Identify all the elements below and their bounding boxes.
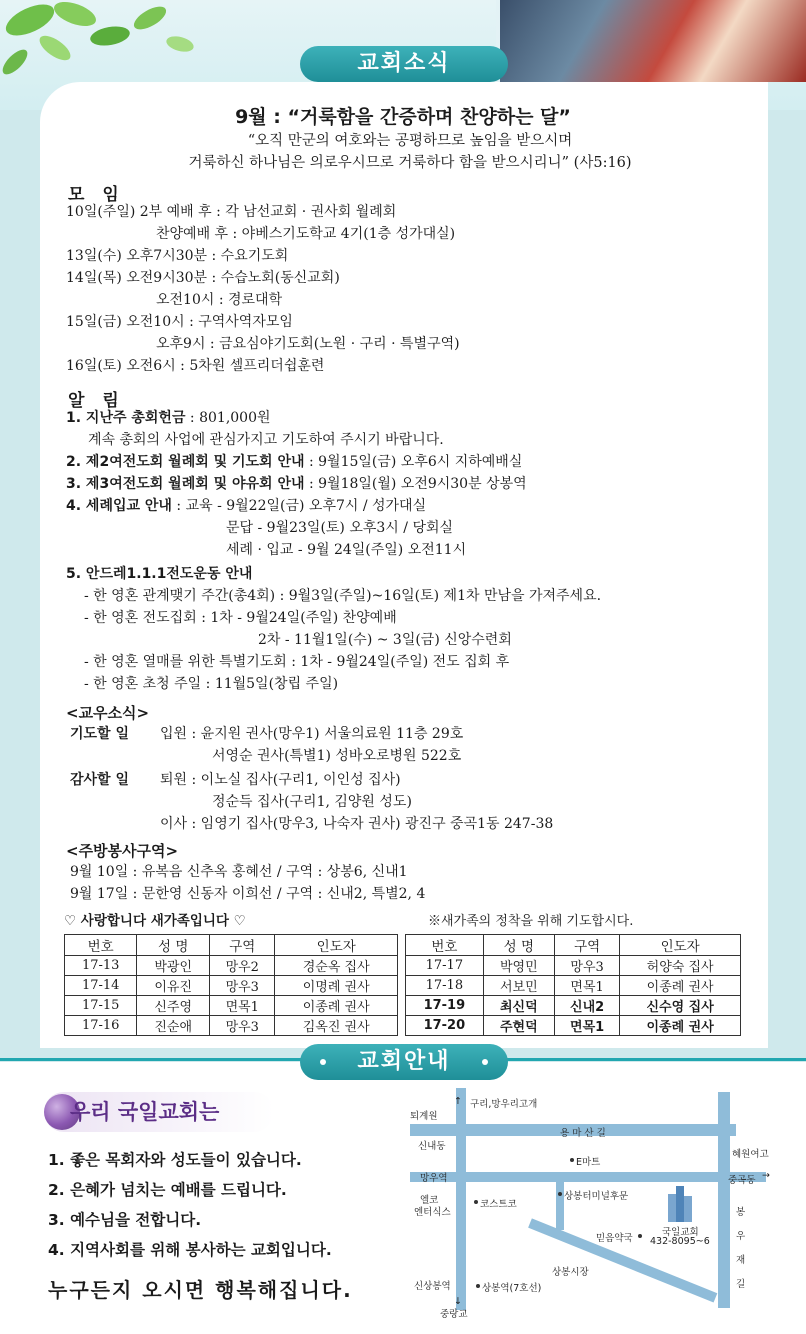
- meeting-line: 오후9시 : 금요심야기도회(노원 · 구리 · 특별구역): [156, 336, 460, 352]
- table-row: [65, 1016, 398, 1036]
- cell: 17-14: [65, 976, 137, 996]
- new-family-table-left: [64, 934, 398, 1036]
- cell: 이명례 권사: [275, 976, 398, 996]
- table-row: [406, 996, 741, 1016]
- map-label: 재: [736, 1255, 746, 1266]
- map-label: 구리,망우리고개: [470, 1099, 538, 1110]
- notice-3: [66, 474, 527, 494]
- map-label: 우: [736, 1231, 746, 1242]
- cell: 경순옥 집사: [275, 956, 398, 976]
- cell: 박영민: [483, 956, 554, 976]
- notice-3-value: : 9월18일(월) 오전9시30분 상봉역: [304, 476, 527, 492]
- members-heading: <교우소식>: [66, 704, 150, 722]
- map-arrow-up-icon: ↑: [454, 1096, 462, 1107]
- map-label: 길: [736, 1279, 746, 1290]
- meeting-line: 찬양예배 후 : 야베스기도학교 4기(1층 성가대실): [156, 226, 456, 242]
- map-church-name: 국일교회: [662, 1227, 699, 1238]
- meeting-line: 10일(주일) 2부 예배 후 : 각 남선교회 · 권사회 월례회: [66, 204, 397, 220]
- thanks-label: [70, 770, 129, 790]
- map-label: 상봉터미널후문: [564, 1191, 629, 1202]
- church-feature: 2. 은혜가 넘치는 예배를 드립니다.: [48, 1181, 287, 1199]
- map-marker-icon: [570, 1158, 574, 1162]
- map-label: 믿음약국: [596, 1233, 633, 1244]
- verse-line-2: 거룩하신 하나님은 의로우시므로 거룩하다 함을 받으시리니” (사5:16): [188, 155, 632, 171]
- cell: 이종례 권사: [620, 1016, 741, 1036]
- map-label: 혜원여고: [732, 1149, 769, 1160]
- meeting-line: 오전10시 : 경로대학: [156, 292, 283, 308]
- scripture-verse: [90, 130, 730, 174]
- cell: 17-16: [65, 1016, 137, 1036]
- church-intro-heading: [44, 1092, 274, 1132]
- notice-4-line-2: 문답 - 9월23일(토) 오후3시 / 당회실: [226, 520, 454, 536]
- table-row: [406, 976, 741, 996]
- map-label: 엘코: [420, 1195, 439, 1206]
- table-row: [65, 996, 398, 1016]
- table-row: [406, 956, 741, 976]
- new-family-note: ※새가족의 정착을 위해 기도합시다.: [428, 914, 634, 929]
- pray-label: [70, 724, 129, 744]
- notice-1-value: : 801,000원: [185, 410, 271, 426]
- map-label: 신상봉역: [414, 1281, 451, 1292]
- cell: 허양숙 집사: [620, 956, 741, 976]
- notice-1-label: 1. 지난주 총회헌금: [66, 410, 186, 426]
- map-label: 신내동: [418, 1141, 446, 1152]
- notice-5-line: - 한 영혼 전도집회 : 1차 - 9월24일(주일) 찬양예배: [84, 610, 397, 626]
- map-label: 봉: [736, 1207, 746, 1218]
- table-header-row: [65, 935, 398, 956]
- map-label: 상봉역(7호선): [482, 1283, 542, 1294]
- notice-5-line: - 한 영혼 열매를 위한 특별기도회 : 1차 - 9월24일(주일) 전도 집회 후: [84, 654, 510, 670]
- notice-5-line: 2차 - 11월1일(수) ~ 3일(금) 신앙수련회: [258, 632, 512, 648]
- map-label: 엔터식스: [414, 1207, 451, 1218]
- cell: 서보민: [483, 976, 554, 996]
- choir-photo: [500, 0, 806, 82]
- church-building-icon: [664, 1184, 696, 1224]
- cell: 망우3: [554, 956, 619, 976]
- map-marker-icon: [476, 1284, 480, 1288]
- col-guide: 인도자: [620, 935, 741, 956]
- cell: 진순애: [137, 1016, 210, 1036]
- notices-heading: 알 림: [68, 391, 125, 411]
- notice-5-label-text: 5. 안드레1.1.1전도운동 안내: [66, 566, 253, 582]
- notice-2-value: : 9월15일(금) 오후6시 지하예배실: [304, 454, 523, 470]
- map-church-phone: 432-8095~6: [650, 1236, 710, 1247]
- leaves-decoration: [0, 0, 230, 80]
- notice-4: [66, 496, 426, 516]
- cell: 망우3: [210, 1016, 275, 1036]
- notice-2-label: 2. 제2여전도회 월례회 및 기도회 안내: [66, 454, 305, 470]
- kitchen-heading: <주방봉사구역>: [66, 842, 179, 860]
- notice-2: [66, 452, 522, 472]
- col-number: 번호: [406, 935, 484, 956]
- col-district: 구역: [210, 935, 275, 956]
- church-location-map: [410, 1088, 790, 1320]
- church-feature: 3. 예수님을 전합니다.: [48, 1211, 202, 1229]
- cell: 신수영 집사: [620, 996, 741, 1016]
- table-row: [65, 956, 398, 976]
- month-theme-title: 9월 : “거룩함을 간증하며 찬양하는 달”: [235, 106, 571, 128]
- meeting-line: 15일(금) 오전10시 : 구역사역자모임: [66, 314, 293, 330]
- cell: 신내2: [554, 996, 619, 1016]
- thanks-line-1: 퇴원 : 이노실 집사(구리1, 이인성 집사): [160, 772, 401, 788]
- church-feature: 4. 지역사회를 위해 봉사하는 교회입니다.: [48, 1241, 332, 1259]
- cell: 이유진: [137, 976, 210, 996]
- new-family-heading: ♡ 사랑합니다 새가족입니다 ♡: [64, 913, 246, 929]
- meeting-line: 16일(토) 오전6시 : 5차원 셀프리더쉽훈련: [66, 358, 325, 374]
- pray-line-1: 입원 : 윤지원 권사(망우1) 서울의료원 11층 29호: [160, 726, 464, 742]
- thanks-line-2: 정순득 집사(구리1, 김양원 성도): [212, 794, 412, 810]
- cell: 박광인: [137, 956, 210, 976]
- church-feature: 1. 좋은 목회자와 성도들이 있습니다.: [48, 1151, 302, 1169]
- thanks-label-text: 감사할 일: [70, 772, 129, 788]
- notice-5-line: - 한 영혼 관계맺기 주간(총4회) : 9월3일(주일)~16일(토) 제1차 만남을 가져주세요.: [84, 588, 602, 604]
- table-row: [406, 1016, 741, 1036]
- map-label: 코스트코: [480, 1199, 517, 1210]
- cell: 17-19: [406, 996, 484, 1016]
- cell: 면목1: [210, 996, 275, 1016]
- map-label: 중곡동: [728, 1175, 756, 1186]
- new-family-table-right: [405, 934, 741, 1036]
- meetings-heading: 모 임: [68, 185, 125, 205]
- cell: 망우3: [210, 976, 275, 996]
- cell: 신주영: [137, 996, 210, 1016]
- col-name: 성 명: [137, 935, 210, 956]
- church-slogan: 누구든지 오시면 행복해집니다.: [48, 1278, 353, 1302]
- notice-1-detail: 계속 총회의 사업에 관심가지고 기도하여 주시기 바랍니다.: [88, 432, 444, 448]
- map-road-connector: [556, 1182, 564, 1230]
- notice-4-line-3: 세례 · 입교 - 9월 24일(주일) 오전11시: [226, 542, 467, 558]
- cell: 면목1: [554, 976, 619, 996]
- map-arrow-down-icon: ↓: [454, 1296, 462, 1307]
- map-label: E마트: [576, 1157, 601, 1168]
- map-marker-icon: [638, 1234, 642, 1238]
- church-intro-heading-text: 우리 국일교회는: [70, 1100, 220, 1124]
- cell: 17-17: [406, 956, 484, 976]
- notice-4-value: : 교육 - 9월22일(금) 오후7시 / 성가대실: [171, 498, 427, 514]
- map-road-middle: [410, 1172, 766, 1182]
- map-marker-icon: [558, 1192, 562, 1196]
- col-guide: 인도자: [275, 935, 398, 956]
- cell: 이종례 권사: [620, 976, 741, 996]
- cell: 김옥진 권사: [275, 1016, 398, 1036]
- cell: 망우2: [210, 956, 275, 976]
- col-name: 성 명: [483, 935, 554, 956]
- map-label: 중랑교: [440, 1309, 468, 1320]
- col-district: 구역: [554, 935, 619, 956]
- cell: 면목1: [554, 1016, 619, 1036]
- cell: 이종례 권사: [275, 996, 398, 1016]
- map-label: 상봉시장: [552, 1267, 589, 1278]
- cell: 17-15: [65, 996, 137, 1016]
- cell: 17-20: [406, 1016, 484, 1036]
- map-arrow-right-icon: →: [762, 1170, 770, 1181]
- pray-line-2: 서영순 권사(특별1) 성바오로병원 522호: [212, 748, 462, 764]
- map-road-left: [456, 1088, 466, 1310]
- cell: 17-18: [406, 976, 484, 996]
- cell: 주현덕: [483, 1016, 554, 1036]
- meeting-line: 13일(수) 오후7시30분 : 수요기도회: [66, 248, 289, 264]
- notice-5-line: - 한 영혼 초청 주일 : 11월5일(창립 주일): [84, 676, 339, 692]
- notice-1: [66, 408, 271, 428]
- notice-3-label: 3. 제3여전도회 월례회 및 야유회 안내: [66, 476, 305, 492]
- church-news-title: 교회소식: [300, 46, 508, 82]
- map-label: 용 마 산 길: [560, 1128, 606, 1139]
- map-label: 퇴계원: [410, 1111, 438, 1122]
- cell: 최신덕: [483, 996, 554, 1016]
- cell: 17-13: [65, 956, 137, 976]
- thanks-line-3: 이사 : 임영기 집사(망우3, 나숙자 권사) 광진구 중곡1동 247-38: [160, 816, 554, 832]
- table-header-row: [406, 935, 741, 956]
- kitchen-line-2: 9월 17일 : 문한영 신동자 이희선 / 구역 : 신내2, 특별2, 4: [70, 886, 426, 902]
- pray-label-text: 기도할 일: [70, 726, 129, 742]
- notice-5-label: [66, 564, 252, 584]
- meeting-line: 14일(목) 오전9시30분 : 수습노회(동신교회): [66, 270, 340, 286]
- table-row: [65, 976, 398, 996]
- church-guide-title: 교회안내: [300, 1044, 508, 1080]
- kitchen-line-1: 9월 10일 : 유복음 신추옥 홍혜선 / 구역 : 상봉6, 신내1: [70, 864, 408, 880]
- verse-line-1: “오직 만군의 여호와는 공평하므로 높임을 받으시며: [247, 133, 573, 149]
- col-number: 번호: [65, 935, 137, 956]
- map-marker-icon: [474, 1200, 478, 1204]
- notice-4-label: 4. 세례입교 안내: [66, 498, 172, 514]
- map-label: 망우역: [420, 1173, 448, 1184]
